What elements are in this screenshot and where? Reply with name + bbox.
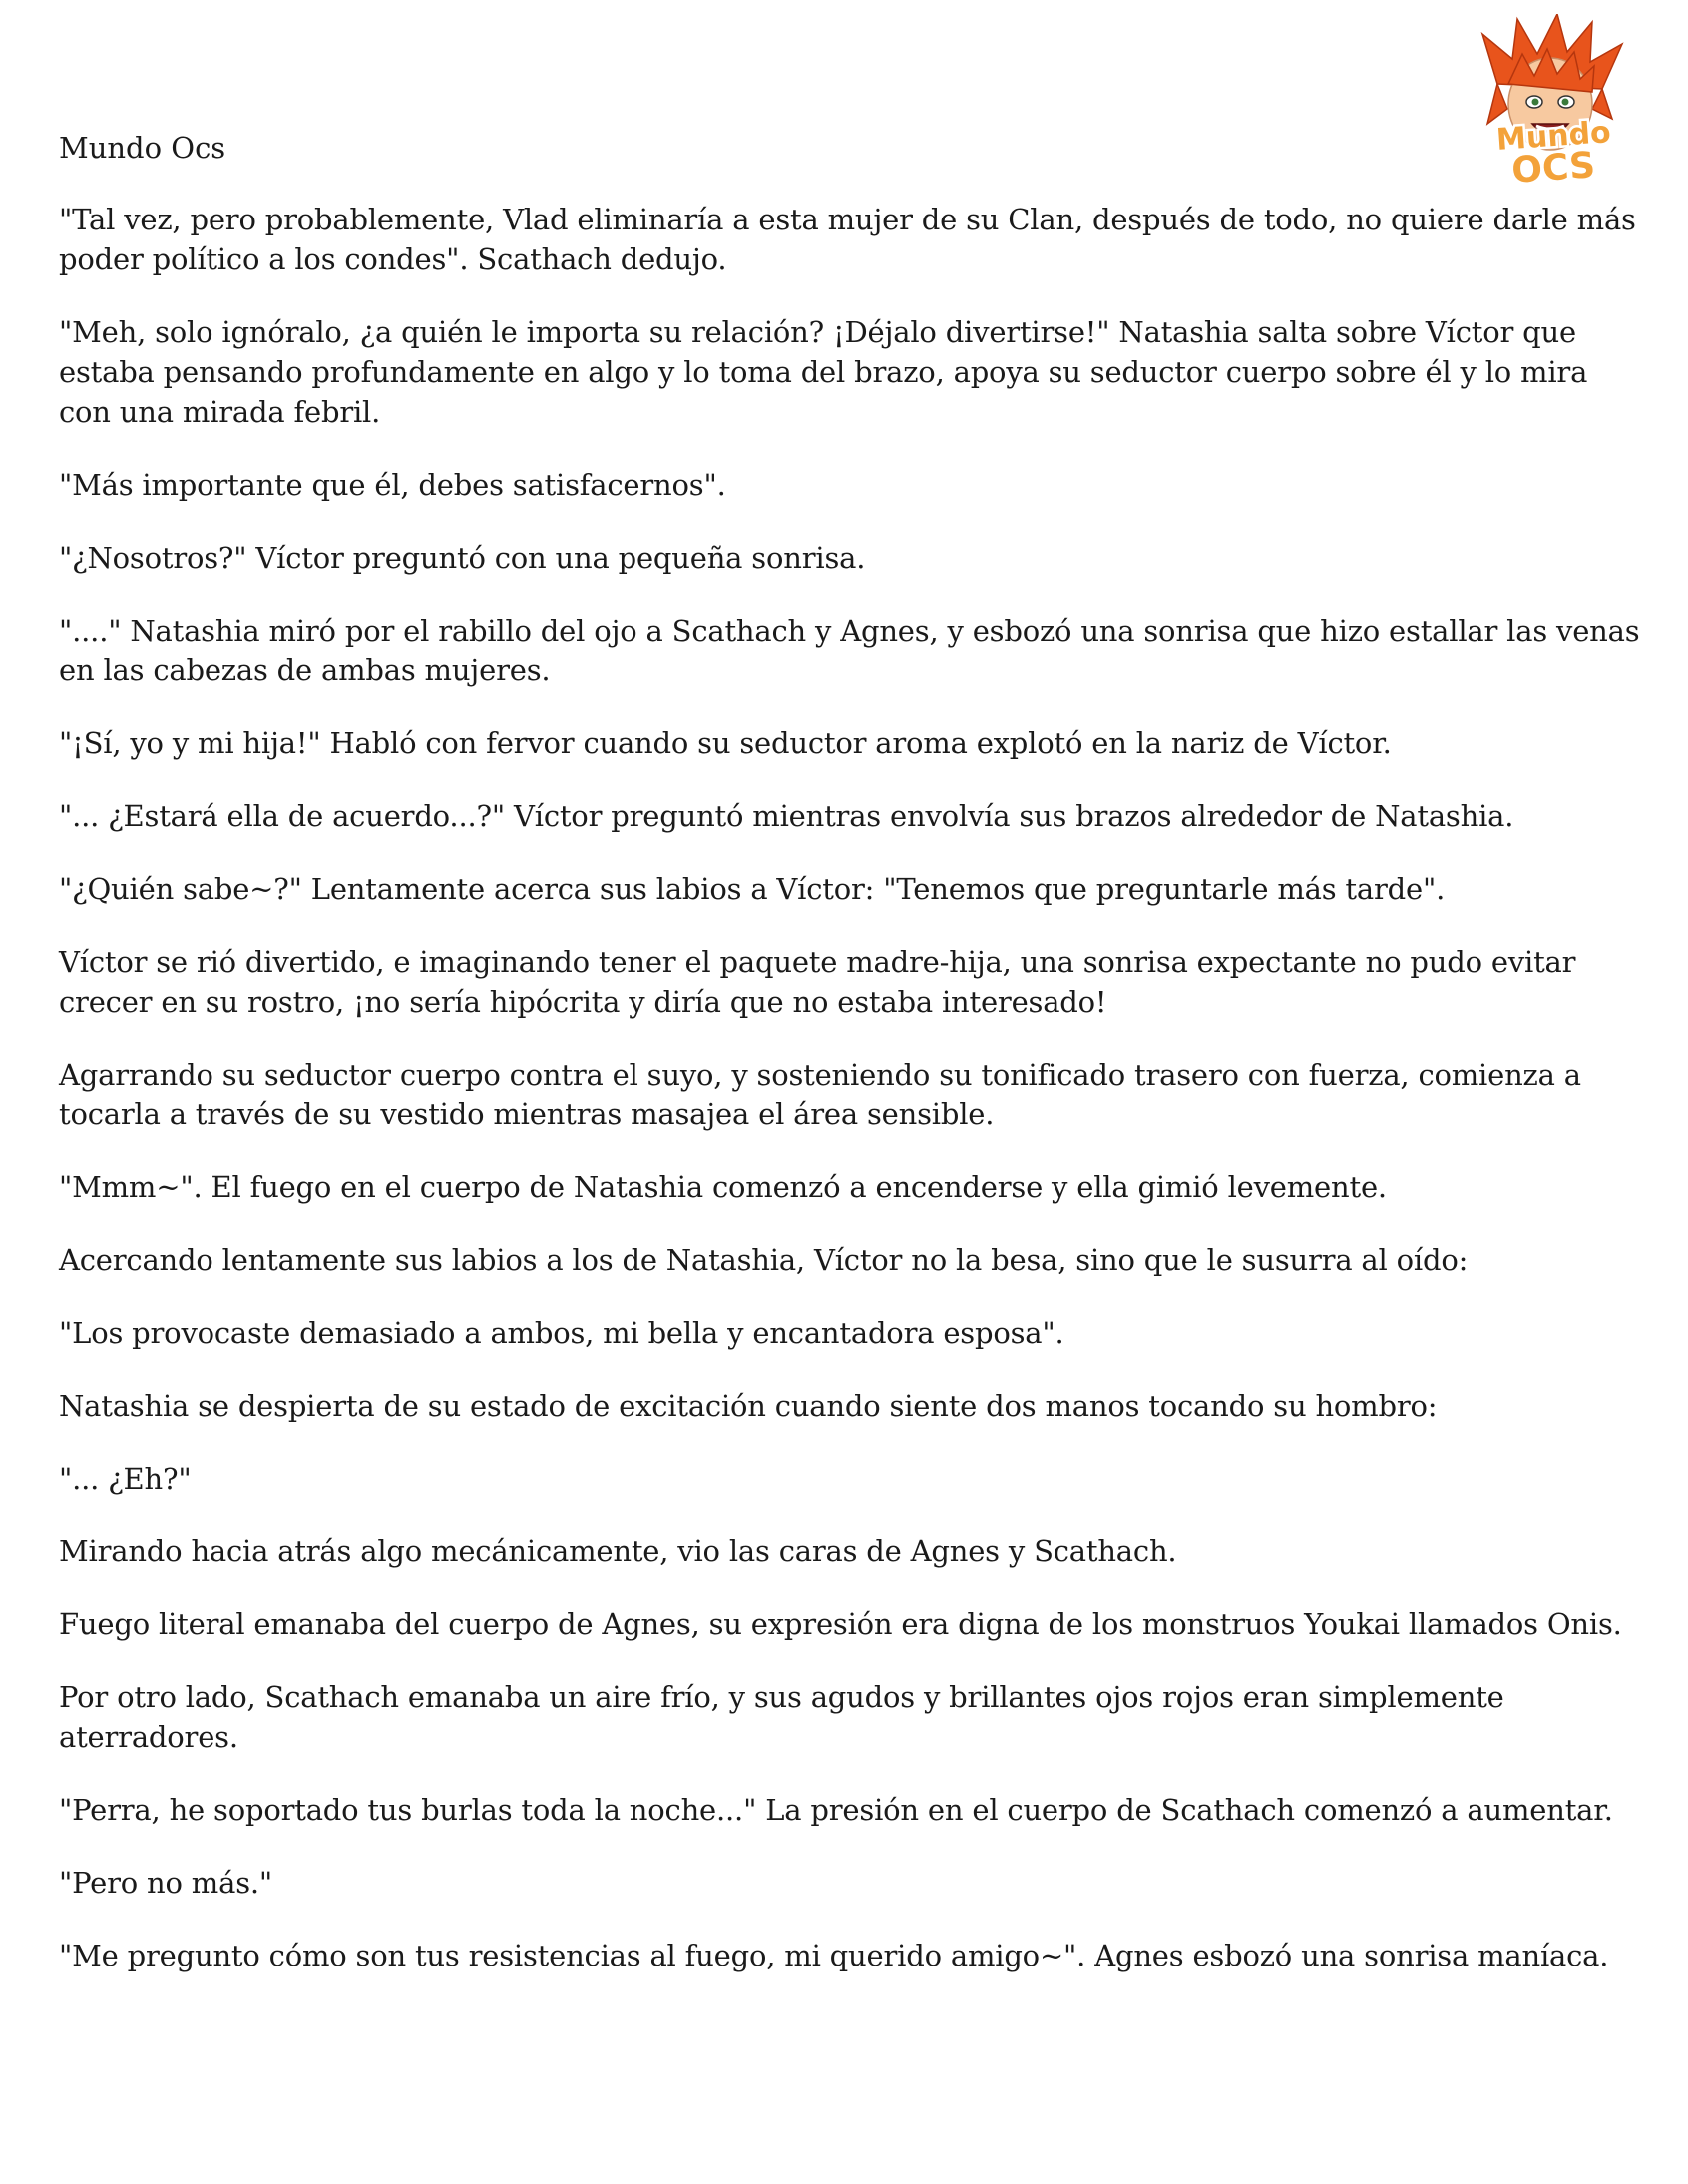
paragraph: Por otro lado, Scathach emanaba un aire frío, y sus agudos y brillantes ojos rojos eran simplemente aterradores. xyxy=(59,1680,1504,1754)
paragraph: "Tal vez, pero probablemente, Vlad eliminaría a esta mujer de su Clan, después de todo, no quiere darle más poder político a los condes". Scathach dedujo. xyxy=(59,203,1636,276)
paragraph: "Pero no más." xyxy=(59,1866,273,1900)
paragraph: "Me pregunto cómo son tus resistencias al fuego, mi querido amigo~". Agnes esbozó una sonrisa maníaca. xyxy=(59,1939,1609,1972)
paragraph: "Perra, he soportado tus burlas toda la noche..." La presión en el cuerpo de Scathach comenzó a aumentar. xyxy=(59,1793,1613,1827)
paragraph: Fuego literal emanaba del cuerpo de Agnes, su expresión era digna de los monstruos Youkai llamados Onis. xyxy=(59,1607,1622,1641)
paragraph: "... ¿Eh?" xyxy=(59,1462,192,1496)
paragraph: "... ¿Estará ella de acuerdo...?" Víctor preguntó mientras envolvía sus brazos alrededor de Natashia. xyxy=(59,799,1514,833)
paragraph: "Mmm~". El fuego en el cuerpo de Natashia comenzó a encenderse y ella gimió levemente. xyxy=(59,1170,1387,1204)
paragraph: "Los provocaste demasiado a ambos, mi bella y encantadora esposa". xyxy=(59,1316,1064,1350)
paragraph: Natashia se despierta de su estado de excitación cuando siente dos manos tocando su hombro: xyxy=(59,1389,1438,1423)
paragraph: "Más importante que él, debes satisfacernos". xyxy=(59,468,726,502)
paragraph: "...." Natashia miró por el rabillo del ojo a Scathach y Agnes, y esbozó una sonrisa que hizo estallar las venas en las cabezas de ambas mujeres. xyxy=(59,614,1640,687)
site-name: Mundo Ocs xyxy=(59,131,226,165)
paragraph: "¿Quién sabe~?" Lentamente acerca sus labios a Víctor: "Tenemos que preguntarle más tarde". xyxy=(59,872,1446,906)
paragraph: "¿Nosotros?" Víctor preguntó con una pequeña sonrisa. xyxy=(59,541,866,575)
svg-text:Mundo: Mundo xyxy=(1494,115,1612,158)
paragraph: Mirando hacia atrás algo mecánicamente, vio las caras de Agnes y Scathach. xyxy=(59,1534,1177,1568)
document-body xyxy=(59,128,1645,2008)
paragraph: "¡Sí, yo y mi hija!" Habló con fervor cuando su seductor aroma explotó en la nariz de Víctor. xyxy=(59,726,1392,760)
paragraph: "Meh, solo ignóralo, ¿a quién le importa su relación? ¡Déjalo divertirse!" Natashia salta sobre Víctor que estaba pensando profundamente en algo y lo toma del brazo, apoya su seductor cuerpo sobre él y lo mira con una mirada febril. xyxy=(59,315,1588,429)
paragraph: Acercando lentamente sus labios a los de Natashia, Víctor no la besa, sino que le susurra al oído: xyxy=(59,1243,1469,1277)
paragraph: Agarrando su seductor cuerpo contra el suyo, y sosteniendo su tonificado trasero con fuerza, comienza a tocarla a través de su vestido mientras masajea el área sensible. xyxy=(59,1058,1581,1131)
svg-text:OCS: OCS xyxy=(1510,145,1597,189)
paragraph: Víctor se rió divertido, e imaginando tener el paquete madre-hija, una sonrisa expectante no pudo evitar crecer en su rostro, ¡no sería hipócrita y diría que no estaba interesado! xyxy=(59,945,1576,1019)
